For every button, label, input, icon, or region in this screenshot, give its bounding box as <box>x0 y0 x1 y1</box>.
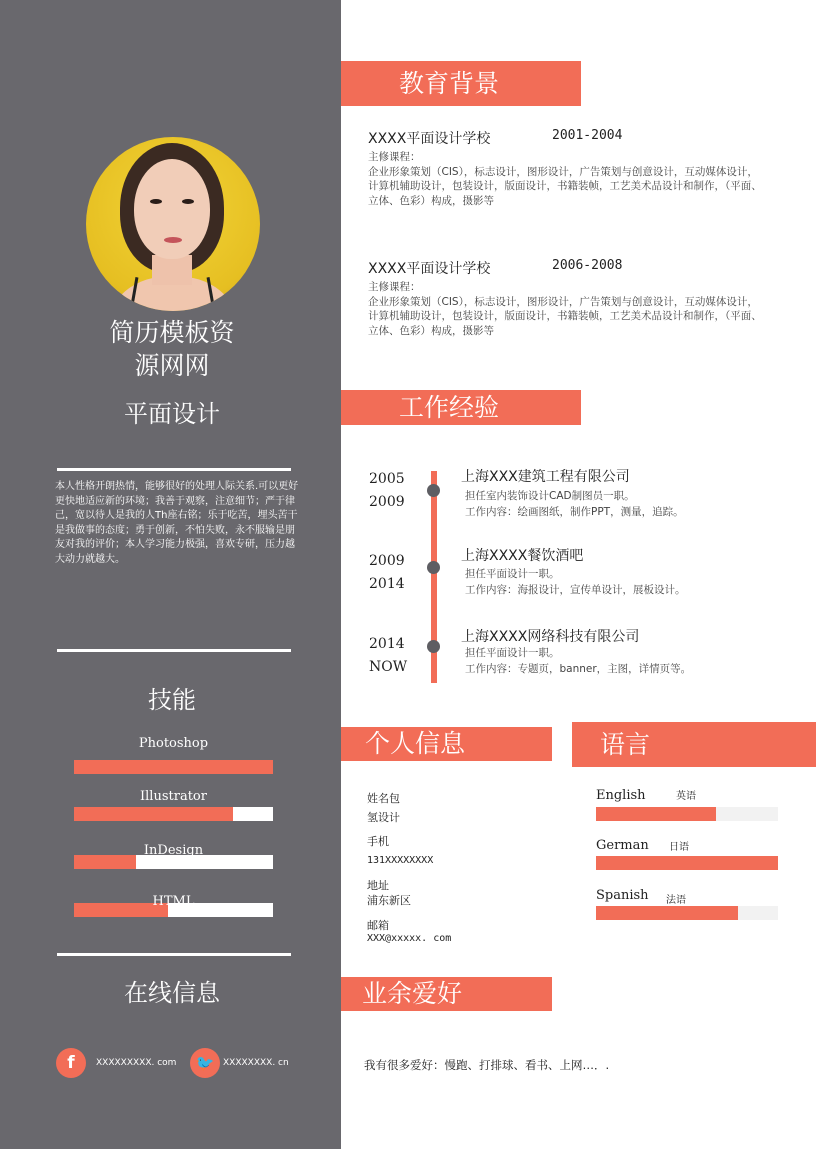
divider <box>57 649 291 652</box>
self-introduction: 本人性格开朗热情，能够很好的处理人际关系.可以更好更快地适应新的环境；我善于观察，注意细节；严于律己，宽以待人是我的人Th座右铭；乐于吃苦，埋头苦干是我做事的态度；勇于创新，不怕失败，永不服输是朋友对我的评价；本人学习能力极强，喜欢专研，压力越大动力就越大。 <box>55 481 299 565</box>
language-heading: 语言 <box>572 722 816 767</box>
work-company: 上海XXXX餐饮酒吧 <box>461 548 584 564</box>
work-description: 担任平面设计一职。 工作内容：海报设计，宣传单设计，展板设计。 <box>465 568 686 596</box>
skills-heading: 技能 <box>148 686 196 714</box>
personal-value: 浦东新区 <box>367 894 411 907</box>
divider <box>57 468 291 471</box>
avatar <box>86 137 260 311</box>
personal-value: 氢设计 <box>367 811 400 824</box>
work-company: 上海XXX建筑工程有限公司 <box>461 469 630 485</box>
timeline-dot <box>427 640 440 653</box>
work-company: 上海XXXX网络科技有限公司 <box>461 629 640 645</box>
personal-value[interactable]: XXX@xxxxx. com <box>367 933 452 944</box>
twitter-link[interactable]: XXXXXXXX. cn <box>223 1058 289 1068</box>
timeline-dot <box>427 484 440 497</box>
profile-role: 平面设计 <box>124 400 220 428</box>
work-years: 2009 2014 <box>369 553 405 592</box>
facebook-link[interactable]: XXXXXXXXX. com <box>96 1058 177 1068</box>
facebook-icon: f <box>56 1048 86 1078</box>
twitter-icon: 🐦 <box>190 1048 220 1078</box>
online-heading: 在线信息 <box>124 979 220 1007</box>
divider <box>57 953 291 956</box>
personal-label: 姓名包 <box>367 792 400 805</box>
work-years: 2014 NOW <box>369 636 408 675</box>
work-heading: 工作经验 <box>341 390 581 425</box>
hobby-heading: 业余爱好 <box>341 977 552 1011</box>
online-facebook[interactable] <box>56 1047 176 1079</box>
personal-label: 邮箱 <box>367 919 389 932</box>
timeline-dot <box>427 561 440 574</box>
work-description: 担任室内装饰设计CAD制图员一职。 工作内容：绘画图纸，制作PPT，测量，追踪。 <box>465 490 684 518</box>
work-description: 担任平面设计一职。 工作内容：专题页，banner，主图，详情页等。 <box>465 647 692 675</box>
profile-name: 简历模板资 源网网 <box>109 318 235 380</box>
personal-value: 131XXXXXXXX <box>367 855 434 866</box>
hobby-text: 我有很多爱好：慢跑、打排球、看书、上网…．. <box>364 1058 610 1072</box>
education-heading: 教育背景 <box>341 61 581 106</box>
personal-heading: 个人信息 <box>341 727 552 761</box>
personal-label: 地址 <box>367 879 389 892</box>
work-years: 2005 2009 <box>369 471 405 510</box>
education-entry: XXXX平面设计学校 2001-2004 主修课程： 企业形象策划（CIS），标志设计，图形设计，广告策划与创意设计，互动媒体设计， 计算机辅助设计，包装设计，版面设计，书籍装帧，工艺美术品设计和制作，（平面、 立体、色彩）构成，摄影等 <box>368 128 762 208</box>
sidebar: 简历模板资 源网网 平面设计 本人性格开朗热情，能够很好的处理人际关系.可以更好更快地适应新的环境；我善于观察，注意细节；严于律己，宽以待人是我的人Th座右铭；乐于吃苦，埋头苦干是我做事的态度；勇于创新，不怕失败，永不服输是朋友对我的评价；本人学习能力极强，喜欢专研，压力越大动力就越大。 技能 Photoshop Illustrator InDesign HTML 在线信息 f XXXXXXXXX. com 🐦 XXXXXXXX. cn <box>0 0 341 1149</box>
personal-label: 手机 <box>367 835 389 848</box>
online-twitter[interactable] <box>190 1047 289 1079</box>
education-entry: XXXX平面设计学校 2006-2008 主修课程： 企业形象策划（CIS），标志设计，图形设计，广告策划与创意设计，互动媒体设计， 计算机辅助设计，包装设计，版面设计，书籍装帧，工艺美术品设计和制作，（平面、 立体、色彩）构成，摄影等 <box>368 258 762 338</box>
